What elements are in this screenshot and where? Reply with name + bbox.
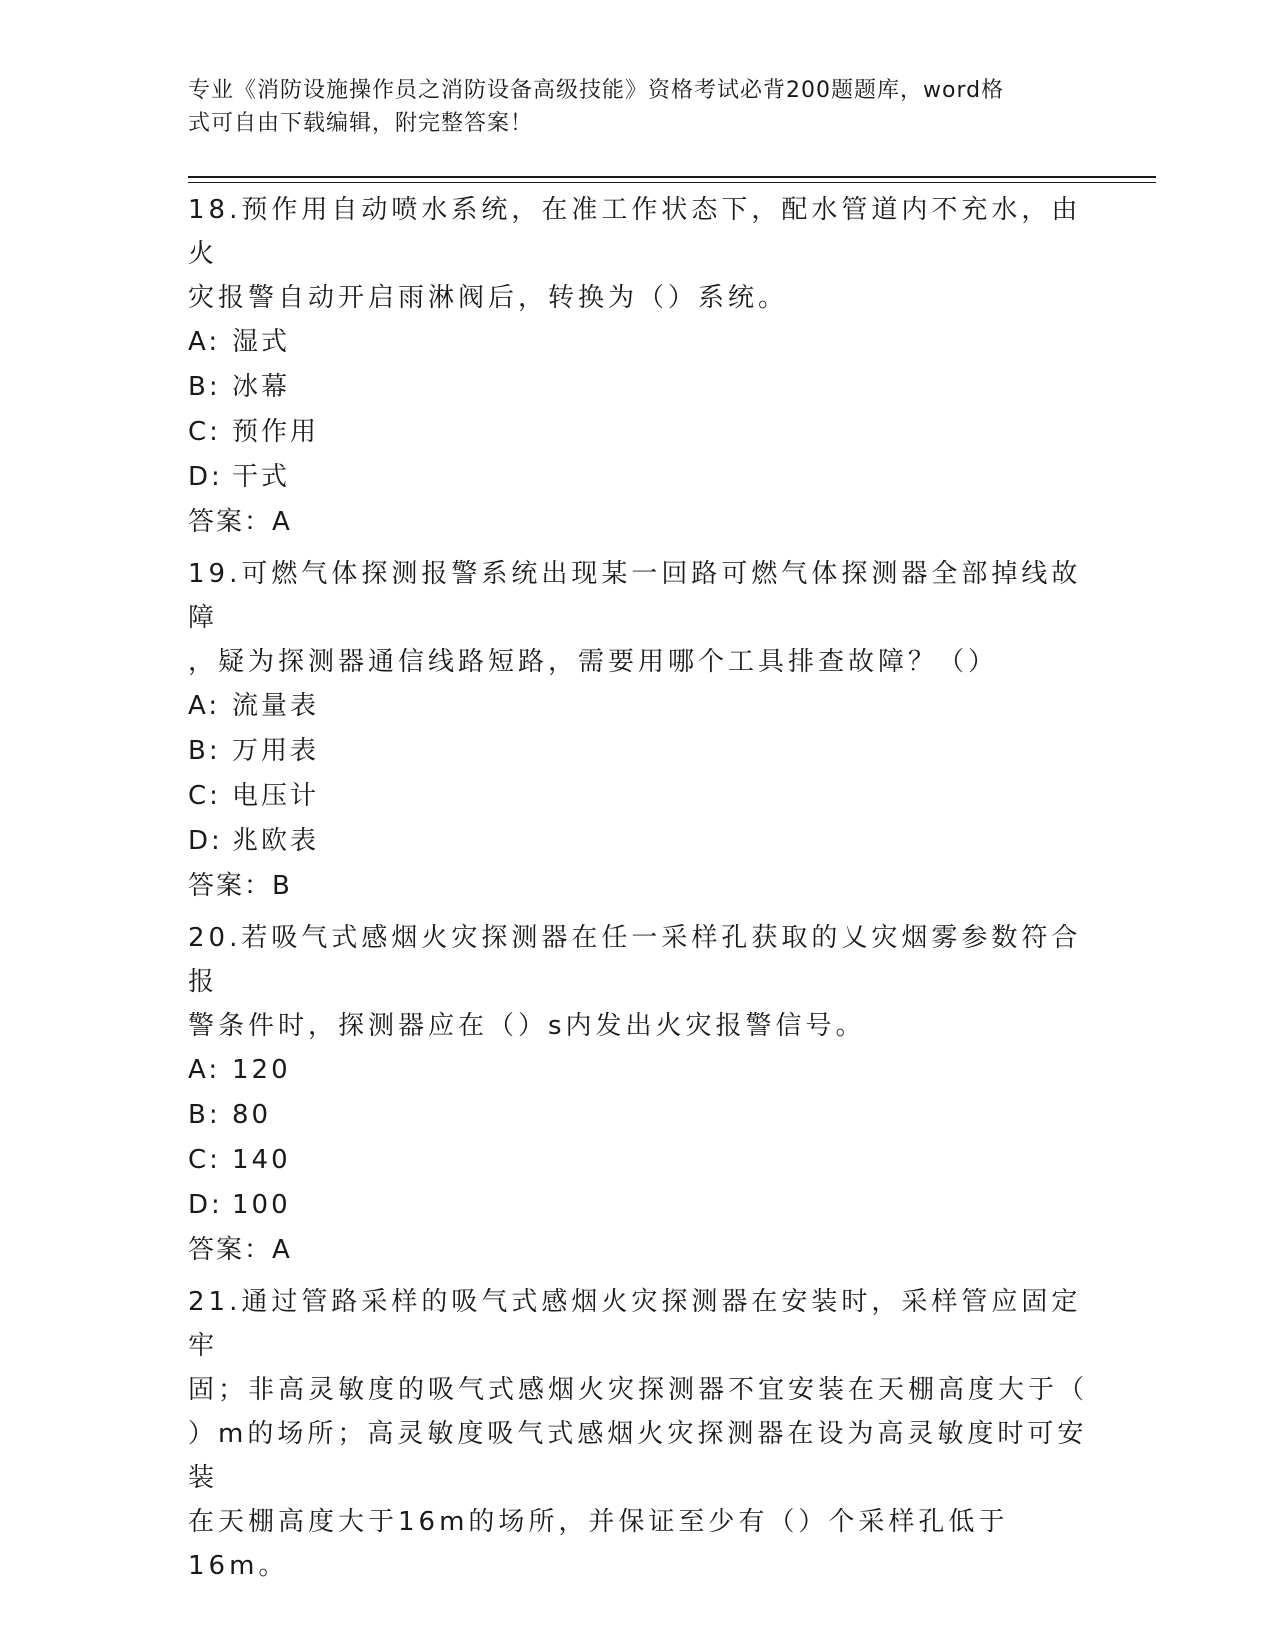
option-text: 100 xyxy=(232,1190,291,1220)
option-text: 140 xyxy=(232,1145,291,1175)
option-letter: D: xyxy=(188,462,223,492)
header-divider-thin xyxy=(188,182,1156,183)
option-text: 电压计 xyxy=(232,781,320,811)
answer: 答案：B xyxy=(188,871,292,901)
option-c xyxy=(188,410,1088,455)
question-stem-line: 18.预作用自动喷水系统，在准工作状态下，配水管道内不充水，由火 xyxy=(188,195,1082,269)
question-stem-line: 在天棚高度大于16m的场所，并保证至少有（）个采样孔低于16m。 xyxy=(188,1507,1009,1581)
option-text: 干式 xyxy=(232,462,291,492)
option-d xyxy=(188,819,1088,864)
question-stem-line: 21.通过管路采样的吸气式感烟火灾探测器在安装时，采样管应固定牢 xyxy=(188,1287,1082,1361)
question-21 xyxy=(188,1280,1088,1588)
answer: 答案：A xyxy=(188,507,292,537)
option-letter: C: xyxy=(188,417,221,447)
option-c xyxy=(188,1138,1088,1183)
question-stem-line: 19.可燃气体探测报警系统出现某一回路可燃气体探测器全部掉线故障 xyxy=(188,559,1082,633)
question-stem-line: 20.若吸气式感烟火灾探测器在任一采样孔获取的乂灾烟雾参数符合报 xyxy=(188,923,1082,997)
question-stem-line: ）m的场所；高灵敏度吸气式感烟火灾探测器在设为高灵敏度时可安装 xyxy=(188,1419,1088,1493)
option-letter: C: xyxy=(188,781,221,811)
option-d xyxy=(188,455,1088,500)
option-d xyxy=(188,1183,1088,1228)
header-line-2: 式可自由下载编辑，附完整答案！ xyxy=(188,111,534,136)
option-b xyxy=(188,365,1088,410)
option-text: 冰幕 xyxy=(232,372,291,402)
option-c xyxy=(188,774,1088,819)
option-text: 预作用 xyxy=(232,417,320,447)
option-text: 兆欧表 xyxy=(232,826,320,856)
option-a xyxy=(188,684,1088,729)
option-text: 120 xyxy=(232,1055,291,1085)
option-b xyxy=(188,1093,1088,1138)
option-letter: B: xyxy=(188,1100,221,1130)
question-stem-line: ，疑为探测器通信线路短路，需要用哪个工具排查故障？（） xyxy=(188,647,999,677)
option-letter: D: xyxy=(188,826,223,856)
option-b xyxy=(188,729,1088,774)
option-letter: D: xyxy=(188,1190,223,1220)
option-a xyxy=(188,320,1088,365)
header-divider-thick xyxy=(188,176,1156,178)
question-stem-line: 警条件时，探测器应在（）s内发出火灾报警信号。 xyxy=(188,1011,866,1041)
option-letter: B: xyxy=(188,372,221,402)
option-letter: A: xyxy=(188,327,221,357)
option-letter: C: xyxy=(188,1145,221,1175)
question-20 xyxy=(188,916,1088,1273)
question-stem-line: 灾报警自动开启雨淋阀后，转换为（）系统。 xyxy=(188,283,789,313)
header-line-1: 专业《消防设施操作员之消防设备高级技能》资格考试必背200题题库，word格 xyxy=(188,78,1005,103)
option-letter: B: xyxy=(188,736,221,766)
answer: 答案：A xyxy=(188,1235,292,1265)
question-18 xyxy=(188,188,1088,545)
option-text: 湿式 xyxy=(232,327,291,357)
option-letter: A: xyxy=(188,1055,221,1085)
option-a xyxy=(188,1048,1088,1093)
option-text: 流量表 xyxy=(232,691,320,721)
question-19 xyxy=(188,552,1088,909)
question-stem-line: 固；非高灵敏度的吸气式感烟火灾探测器不宜安装在天棚高度大于（ xyxy=(188,1375,1089,1405)
document-header xyxy=(188,74,1088,140)
option-text: 万用表 xyxy=(232,736,320,766)
option-text: 80 xyxy=(232,1100,272,1130)
option-letter: A: xyxy=(188,691,221,721)
